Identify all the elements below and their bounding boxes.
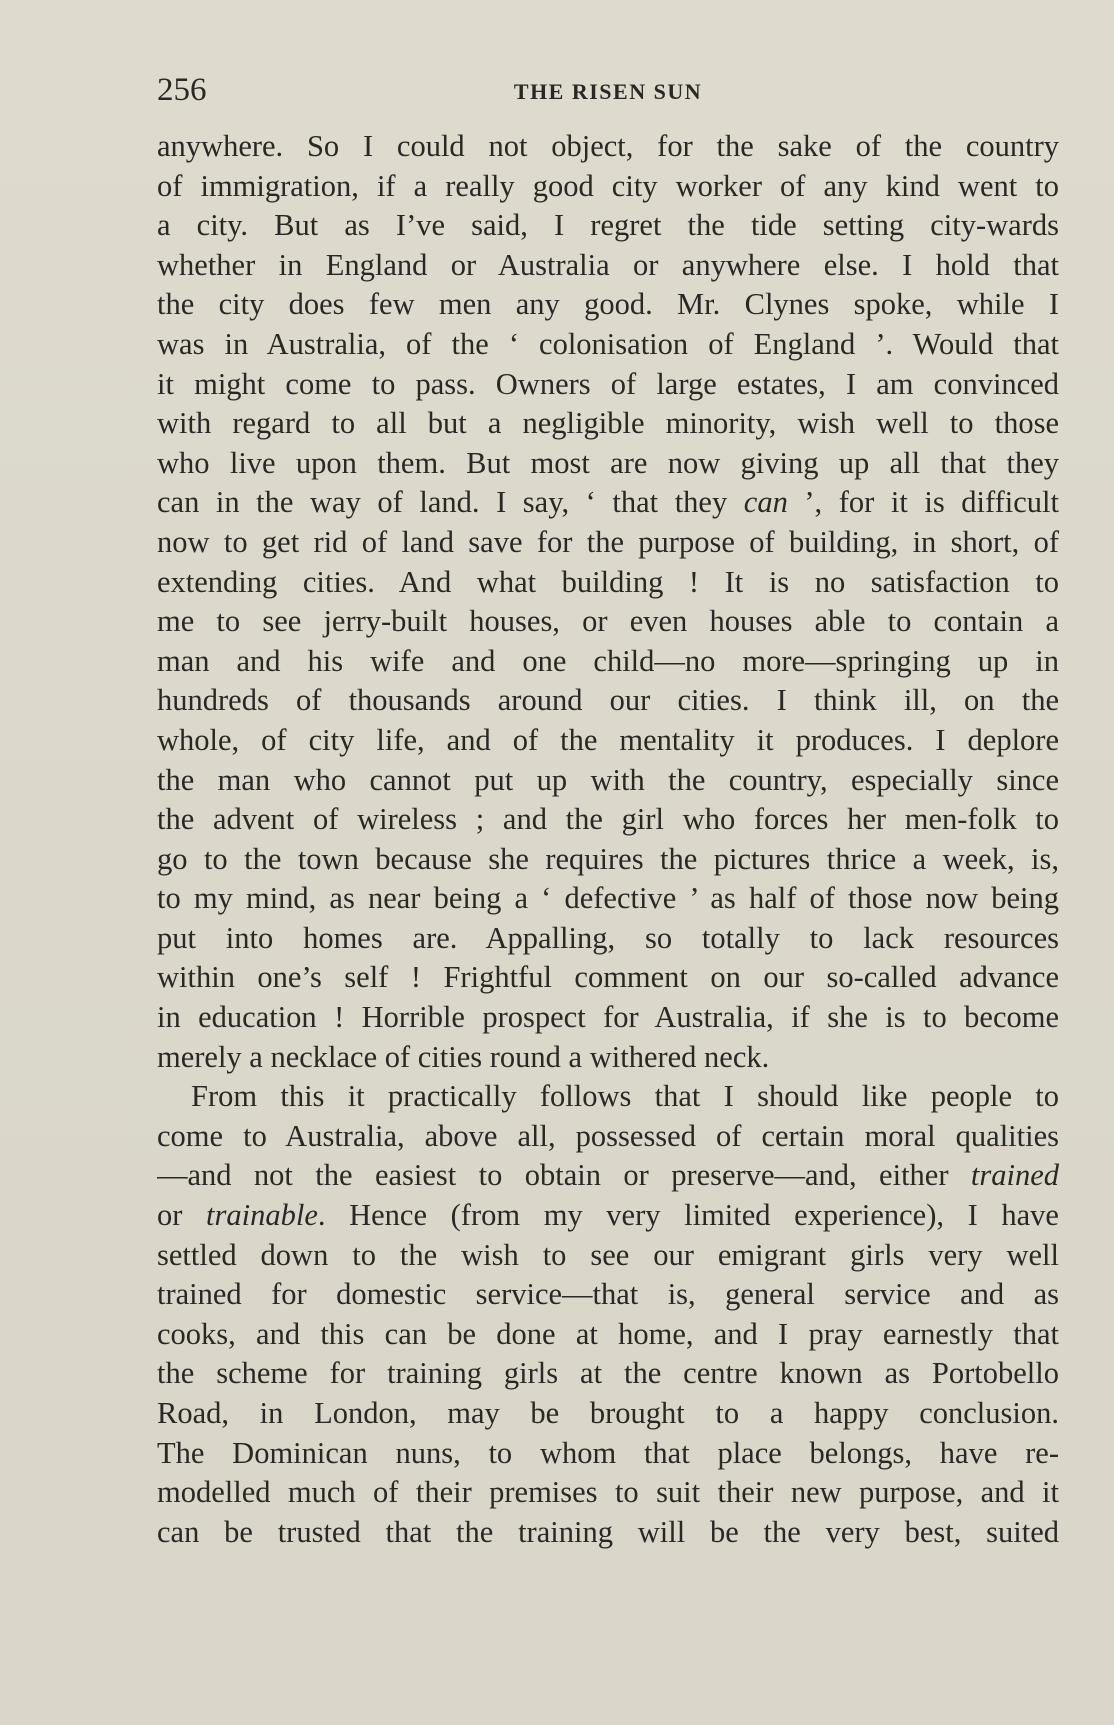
text-line: to my mind, as near being a ‘ defective ’ as half of those now being	[157, 881, 1059, 916]
text-line: the scheme for training girls at the centre known as Portobello	[157, 1356, 1059, 1391]
text-line: extending cities. And what building ! It is no satisfaction to	[157, 564, 1059, 599]
text-line: Road, in London, may be brought to a happy conclusion.	[157, 1396, 1059, 1430]
text-line: me to see jerry-built houses, or even houses able to contain a	[157, 604, 1059, 639]
text-line: cooks, and this can be done at home, and I pray earnestly that	[157, 1316, 1059, 1351]
text-line: can be trusted that the training will be the very best, suited	[157, 1514, 1059, 1549]
running-title: THE RISEN SUN	[513, 79, 703, 104]
text-line: From this it practically follows that I should like people to	[191, 1079, 1059, 1114]
text-line: put into homes are. Appalling, so totally to lack resources	[157, 920, 1059, 955]
text-line: trained for domestic service—that is, general service and as	[157, 1277, 1059, 1312]
text-line: the city does few men any good. Mr. Clynes spoke, while I	[157, 287, 1059, 322]
text-line: —and not the easiest to obtain or preserve—and, either trained	[157, 1158, 1059, 1193]
text-line: anywhere. So I could not object, for the sake of the country	[157, 129, 1059, 163]
body-text	[157, 127, 1059, 1552]
text-line: a city. But as I’ve said, I regret the tide setting city-wards	[157, 208, 1059, 243]
text-line: was in Australia, of the ‘ colonisation of England ’. Would that	[157, 326, 1059, 361]
text-line: of immigration, if a really good city worker of any kind went to	[157, 168, 1059, 203]
text-line: modelled much of their premises to suit their new purpose, and it	[157, 1475, 1059, 1510]
text-line: with regard to all but a negligible minority, wish well to those	[157, 406, 1059, 441]
text-line: the man who cannot put up with the country, especially since	[157, 762, 1059, 797]
page-header	[157, 68, 1059, 112]
text-line: come to Australia, above all, possessed of certain moral qualities	[157, 1118, 1059, 1153]
text-line: now to get rid of land save for the purpose of building, in short, of	[157, 524, 1059, 559]
text-line: the advent of wireless ; and the girl who forces her men-folk to	[157, 802, 1059, 837]
text-line: can in the way of land. I say, ‘ that they can ’, for it is difficult	[157, 485, 1059, 520]
text-line: within one’s self ! Frightful comment on our so-called advance	[157, 960, 1059, 995]
text-line: go to the town because she requires the pictures thrice a week, is,	[157, 841, 1059, 876]
text-line: hundreds of thousands around our cities. I think ill, on the	[157, 683, 1059, 718]
page-number: 256	[157, 72, 207, 108]
text-line: settled down to the wish to see our emigrant girls very well	[157, 1237, 1059, 1272]
text-line: whether in England or Australia or anywhere else. I hold that	[157, 247, 1059, 282]
text-line: who live upon them. But most are now giving up all that they	[157, 445, 1059, 480]
text-line: it might come to pass. Owners of large estates, I am convinced	[157, 366, 1059, 401]
text-line: merely a necklace of cities round a withered neck.	[157, 1039, 770, 1074]
text-line: The Dominican nuns, to whom that place belongs, have re-	[157, 1435, 1059, 1470]
text-line: or trainable. Hence (from my very limited experience), I have	[157, 1198, 1059, 1233]
text-line: whole, of city life, and of the mentality it produces. I deplore	[157, 722, 1059, 757]
text-line: man and his wife and one child—no more—springing up in	[157, 643, 1059, 678]
text-line: in education ! Horrible prospect for Australia, if she is to become	[157, 1000, 1059, 1035]
